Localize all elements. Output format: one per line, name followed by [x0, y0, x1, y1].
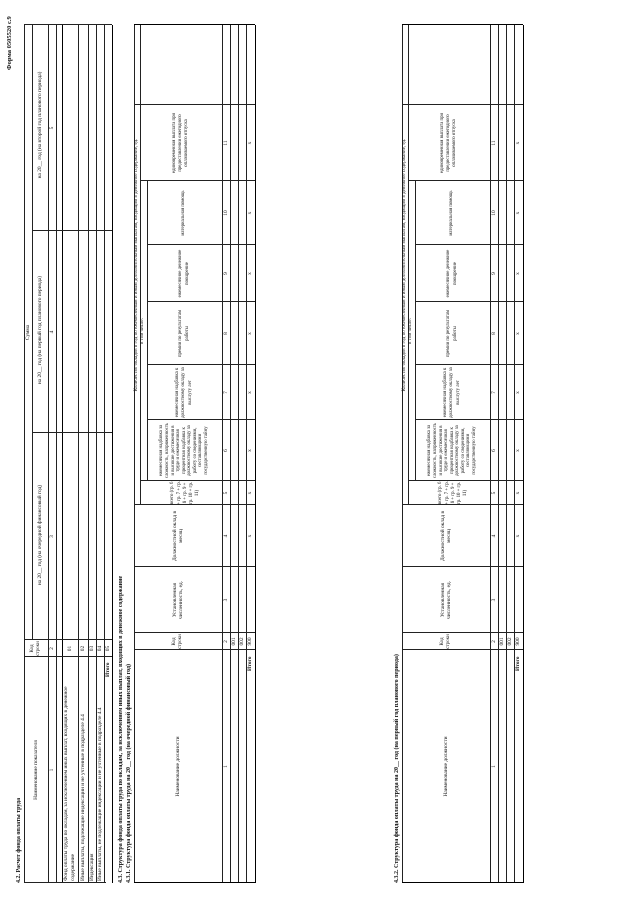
- col-total-header: всего (гр. 6 + гр. 7 + гр. 8 + гр. 9 + гр. 10 + гр. 11): [170, 481, 201, 505]
- col-num: 1: [222, 765, 229, 768]
- total-code: 900: [515, 637, 522, 646]
- x-mark: x: [515, 491, 522, 495]
- form-label: Форма 0505520 с.9: [6, 16, 13, 70]
- col-position-header: Наименование должности: [442, 736, 449, 797]
- col-num: 2: [48, 647, 55, 650]
- col-num: 7: [222, 391, 229, 394]
- col-staff-header: Установленная численность, ед.: [439, 581, 452, 619]
- col-num: 8: [222, 332, 229, 335]
- col-code-header: Код строки: [439, 634, 451, 649]
- table-row-code: 03: [88, 645, 95, 652]
- col-num: 1: [48, 768, 55, 772]
- x-mark: x: [247, 534, 254, 538]
- section-4-3-title: 4.3. Структура фонда оплаты труда по окладам, за исключением иных выплат, входящих в денежное содержание: [118, 575, 124, 883]
- col-staff-header: Установленная численность, ед.: [171, 581, 184, 619]
- col-8-header: премии по результатам работы: [178, 309, 190, 358]
- col-num: 6: [490, 449, 497, 452]
- col-num: 10: [222, 210, 229, 216]
- col-9-header: ежемесячное денежное поощрение: [178, 249, 190, 298]
- col-year1-header: на 20__ год (на очередной финансовый год): [37, 484, 44, 586]
- col-num: 4: [48, 330, 55, 334]
- col-num: 3: [48, 535, 55, 538]
- x-mark: x: [247, 272, 254, 275]
- col-num: 11: [490, 140, 497, 146]
- col-total-header: всего (гр. 6 + гр. 7 + гр. 8 + гр. 9 + гр. 10 + гр. 11): [438, 481, 469, 505]
- col-num: 1: [490, 765, 497, 768]
- total-code: 900: [247, 637, 254, 646]
- col-num: 11: [222, 140, 229, 146]
- x-mark: x: [247, 491, 254, 495]
- x-mark: x: [247, 332, 254, 335]
- col-10-header: материальная помощь: [449, 190, 455, 236]
- col-year2-header: на 20__ год (на первый год планового периода): [37, 275, 44, 385]
- col-num: 4: [222, 534, 229, 538]
- col-num: 9: [222, 272, 229, 275]
- table-row-code: 001: [498, 637, 505, 646]
- col-year3-header: на 20__ год (на второй год планового периода): [37, 71, 44, 179]
- col-num: 5: [490, 491, 497, 495]
- total-code: 05: [104, 645, 111, 652]
- table-row-code: 002: [506, 637, 513, 646]
- x-mark: x: [515, 534, 522, 538]
- col-salary-header: Должностной оклад в месяц: [439, 510, 452, 562]
- col-11-header: единовременная выплата при предоставлении ежегодного оплачиваемого отпуска: [439, 112, 458, 174]
- col-11-header: единовременная выплата при предоставлении ежегодного оплачиваемого отпуска: [171, 112, 190, 174]
- col-7-header: ежемесячная надбавка к должностному окладу за выслугу лет: [175, 367, 193, 418]
- col-count-header: Количество окладов в год по ежемесячным и иным дополнительным выплатам, входящим в денежное содержание, ед.: [401, 138, 407, 392]
- total-label: Итого: [515, 656, 521, 671]
- col-num: 3: [222, 598, 229, 602]
- col-9-header: ежемесячное денежное поощрение: [446, 249, 458, 298]
- x-mark: x: [515, 391, 522, 394]
- x-mark: x: [515, 332, 522, 335]
- table-row-name: Иные выплаты, подлежащие индексации и не учтенные в подразделе 4.4: [80, 714, 86, 881]
- x-mark: x: [247, 141, 254, 145]
- col-code-header: Код строки: [29, 641, 41, 656]
- col-num: 4: [490, 534, 497, 538]
- col-incl-header: в том числе:: [140, 317, 146, 345]
- table-row-name: Иные выплаты, не подлежащие индексации и не учтенные в подразделе 4.4: [97, 707, 103, 881]
- x-mark: x: [515, 272, 522, 275]
- table-row-code: 02: [79, 645, 86, 652]
- col-num: 5: [48, 126, 55, 130]
- table-row-code: 001: [230, 637, 237, 646]
- table-row-code: 01: [66, 645, 73, 652]
- col-code-header: Код строки: [171, 634, 183, 649]
- col-6-header: ежемесячная надбавка за сложность, напряженность и высокие достижения в труде и ежемесячная процентная надбавка к должностному окладу за работу со сведениями, составляющими государственную тайну: [427, 422, 478, 479]
- col-num: 8: [490, 332, 497, 335]
- col-num: 6: [222, 449, 229, 452]
- col-10-header: материальная помощь: [181, 190, 187, 236]
- section-4-3-2-title: 4.3.2. Структура фонда оплаты труда на 20__ год (на первый год планового периода): [394, 654, 400, 883]
- col-8-header: премии по результатам работы: [446, 309, 458, 358]
- col-incl-header: в том числе:: [408, 317, 414, 345]
- section-4-2-title: 4.2. Расчет фонда оплаты труда: [16, 797, 22, 883]
- x-mark: x: [515, 211, 522, 215]
- col-num: 2: [490, 640, 497, 643]
- section-4-3-1-title: 4.3.1. Структура фонда оплаты труда на 20__ год (на очередной финансовый год): [126, 663, 132, 883]
- x-mark: x: [247, 211, 254, 215]
- total-label: Итого: [247, 656, 253, 671]
- col-6-header: ежемесячная надбавка за сложность, напряженность и высокие достижения в труде и ежемесячная процентная надбавка к должностному окладу за работу со сведениями, составляющими государственную тайну: [159, 422, 210, 479]
- col-count-header: Количество окладов в год по ежемесячным и иным дополнительным выплатам, входящим в денежное содержание, ед.: [133, 138, 139, 392]
- x-mark: x: [515, 141, 522, 145]
- col-num: 7: [490, 391, 497, 394]
- x-mark: x: [515, 449, 522, 452]
- col-num: 2: [222, 640, 229, 643]
- col-num: 5: [222, 491, 229, 495]
- col-num: 9: [490, 272, 497, 275]
- table-row-name: Индексация: [89, 853, 95, 881]
- table-row-name: Фонд оплаты труда по окладам, за исключением иных выплат, входящих в денежное содержание: [63, 686, 76, 881]
- col-sums-header: Сумма: [24, 324, 31, 341]
- x-mark: x: [247, 391, 254, 394]
- col-7-header: ежемесячная надбавка к должностному окладу за выслугу лет: [443, 367, 461, 418]
- col-num: 3: [490, 598, 497, 602]
- col-salary-header: Должностной оклад в месяц: [171, 510, 184, 562]
- col-name-header: Наименование показателя: [32, 740, 39, 800]
- total-label: Итого: [105, 662, 111, 677]
- x-mark: x: [247, 449, 254, 452]
- table-row-code: 002: [238, 637, 245, 646]
- col-position-header: Наименование должности: [174, 736, 181, 797]
- col-num: 10: [490, 210, 497, 216]
- table-row-code: 04: [96, 645, 103, 652]
